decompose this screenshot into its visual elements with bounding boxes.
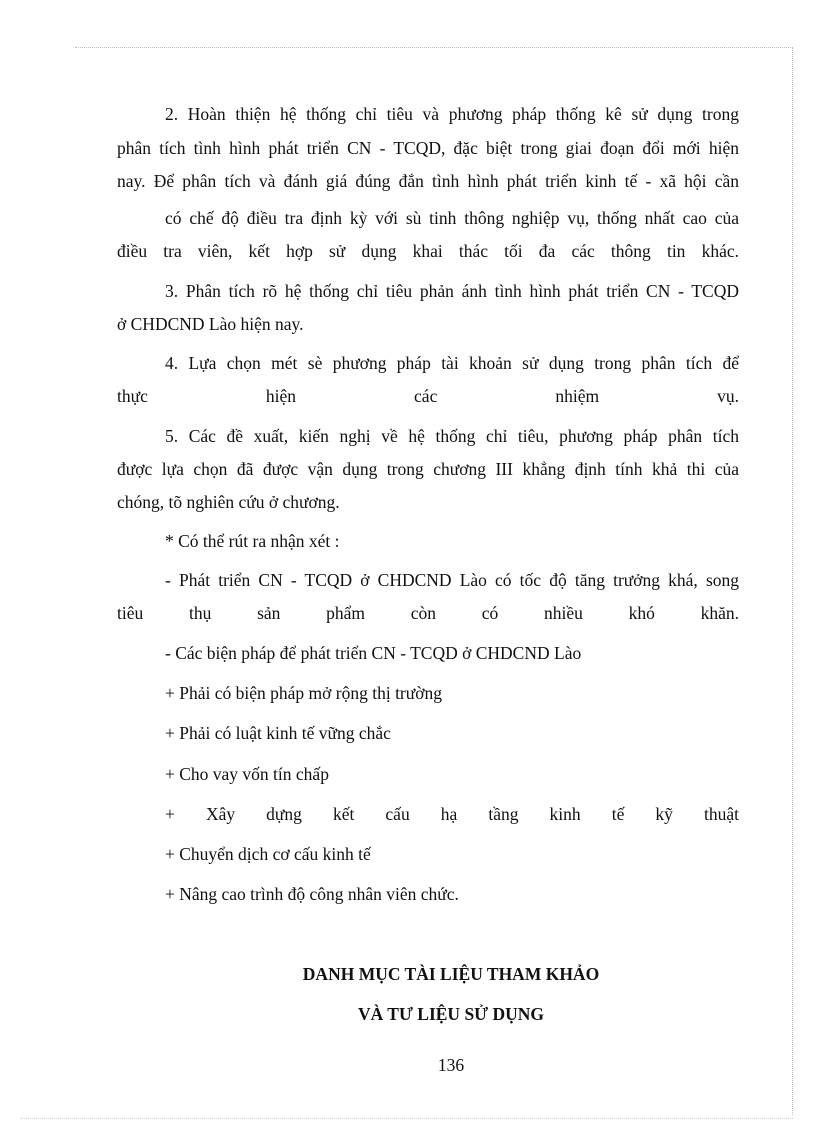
measure-item: + Xây dựng kết cấu hạ tầng kinh tế kỹ thuật bbox=[165, 804, 739, 824]
page-number: 136 bbox=[437, 1055, 465, 1075]
paragraph-4-line-1: 4. Lựa chọn mét sè phương pháp tài khoản sử dụng trong phân tích để bbox=[165, 353, 739, 373]
paragraph-2-line-3: nay. Để phân tích và đánh giá đúng đắn tình hình phát triển kinh tế - xã hội cần bbox=[117, 171, 739, 191]
paragraph-5-line-1: 5. Các đề xuất, kiến nghị về hệ thống chỉ tiêu, phương pháp phân tích bbox=[165, 426, 739, 446]
remark-1-line-1: - Phát triển CN - TCQD ở CHDCND Lào có tốc độ tăng trưởng khá, song bbox=[165, 570, 739, 590]
paragraph-3-line-1: 3. Phân tích rõ hệ thống chỉ tiêu phản ánh tình hình phát triển CN - TCQD bbox=[165, 281, 739, 301]
measure-item: + Phải có biện pháp mở rộng thị trường bbox=[165, 683, 442, 703]
references-heading-line-1: DANH MỤC TÀI LIỆU THAM KHẢO bbox=[302, 964, 600, 984]
paragraph-5-line-3: chóng, tõ nghiên cứu ở chương. bbox=[117, 492, 340, 512]
remark-1-line-2: tiêu thụ sản phẩm còn có nhiều khó khăn. bbox=[117, 603, 739, 623]
paragraph-5-line-2: được lựa chọn đã được vận dụng trong chương III khẳng định tính khả thi của bbox=[117, 459, 739, 479]
remark-2: - Các biện pháp để phát triển CN - TCQD ở CHDCND Lào bbox=[165, 643, 582, 663]
paragraph-2-line-1: 2. Hoàn thiện hệ thống chỉ tiêu và phương pháp thống kê sử dụng trong bbox=[165, 104, 739, 124]
paragraph-2-line-4: có chế độ điều tra định kỳ với sù tinh thông nghiệp vụ, thống nhất cao của bbox=[165, 208, 739, 228]
references-heading-line-2: VÀ TƯ LIỆU SỬ DỤNG bbox=[357, 1004, 545, 1024]
measure-item: + Cho vay vốn tín chấp bbox=[165, 764, 329, 784]
paragraph-3-line-2: ở CHDCND Lào hiện nay. bbox=[117, 314, 304, 334]
measure-item: + Phải có luật kinh tế vững chắc bbox=[165, 723, 391, 743]
measure-item: + Chuyển dịch cơ cấu kinh tế bbox=[165, 844, 371, 864]
paragraph-4-line-2: thực hiện các nhiệm vụ. bbox=[117, 386, 739, 406]
paragraph-2-line-2: phân tích tình hình phát triển CN - TCQD, đặc biệt trong giai đoạn đổi mới hiện bbox=[117, 138, 739, 158]
measure-item: + Nâng cao trình độ công nhân viên chức. bbox=[165, 884, 459, 904]
remark-intro: * Có thể rút ra nhận xét : bbox=[165, 531, 340, 551]
paragraph-2-line-5: điều tra viên, kết hợp sử dụng khai thác tối đa các thông tin khác. bbox=[117, 241, 739, 261]
page-bottom-rule bbox=[20, 1118, 793, 1119]
